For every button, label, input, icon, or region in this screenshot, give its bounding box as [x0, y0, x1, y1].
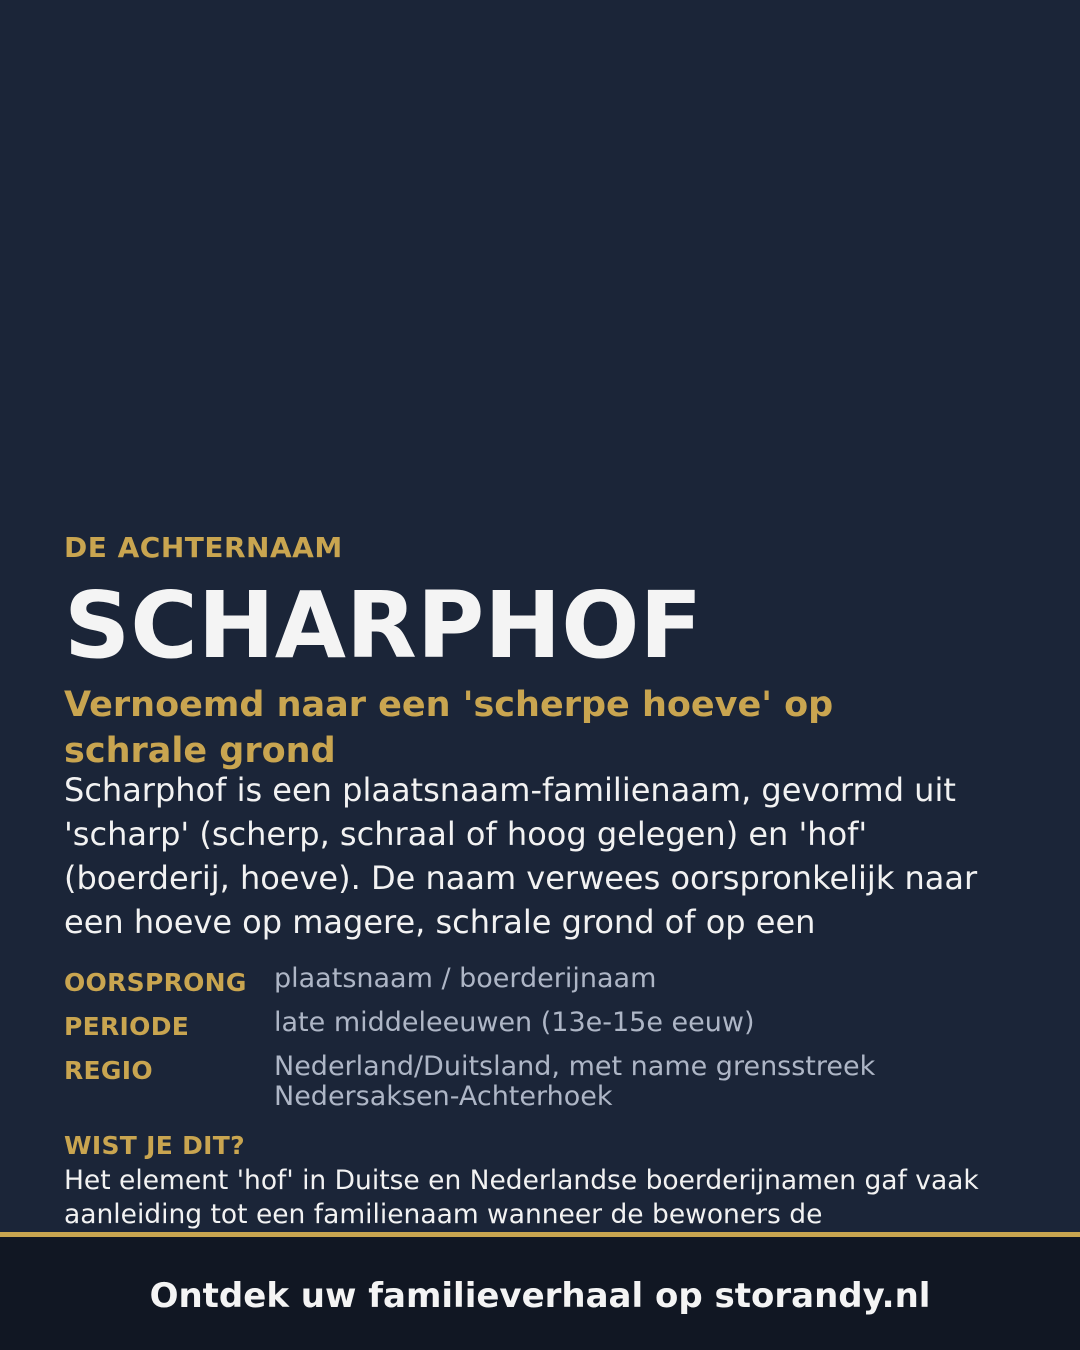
did-you-know-text: Het element 'hof' in Duitse en Nederlandse boerderijnamen gaf vaak aanleiding tot een familienaam wanneer de bewoners de	[64, 1165, 979, 1230]
surname-title: SCHARPHOF	[64, 572, 703, 679]
eyebrow-label: DE ACHTERNAAM	[64, 531, 343, 564]
fact-value-origin: plaatsnaam / boerderijnaam	[274, 963, 657, 994]
surname-description: Scharphof is een plaatsnaam-familienaam, gevormd uit 'scharp' (scherp, schraal of hoog gelegen) en 'hof' (boerderij, hoeve). De naam verwees oorspronkelijk naar een hoeve op magere, schrale grond of op een	[64, 771, 978, 941]
fact-label-origin: OORSPRONG	[64, 968, 247, 997]
fact-label-region: REGIO	[64, 1056, 153, 1085]
footer-cta-link[interactable]: Ontdek uw familieverhaal op storandy.nl	[149, 1275, 931, 1316]
footer-banner	[0, 1232, 1080, 1350]
fact-label-period: PERIODE	[64, 1012, 190, 1041]
fact-value-period: late middeleeuwen (13e-15e eeuw)	[274, 1007, 755, 1038]
surname-subtitle: Vernoemd naar een 'scherpe hoeve' op schrale grond	[64, 685, 834, 771]
fact-value-region: Nederland/Duitsland, met name grensstreek Nedersaksen-Achterhoek	[274, 1051, 876, 1112]
did-you-know-label: WIST JE DIT?	[64, 1131, 245, 1160]
